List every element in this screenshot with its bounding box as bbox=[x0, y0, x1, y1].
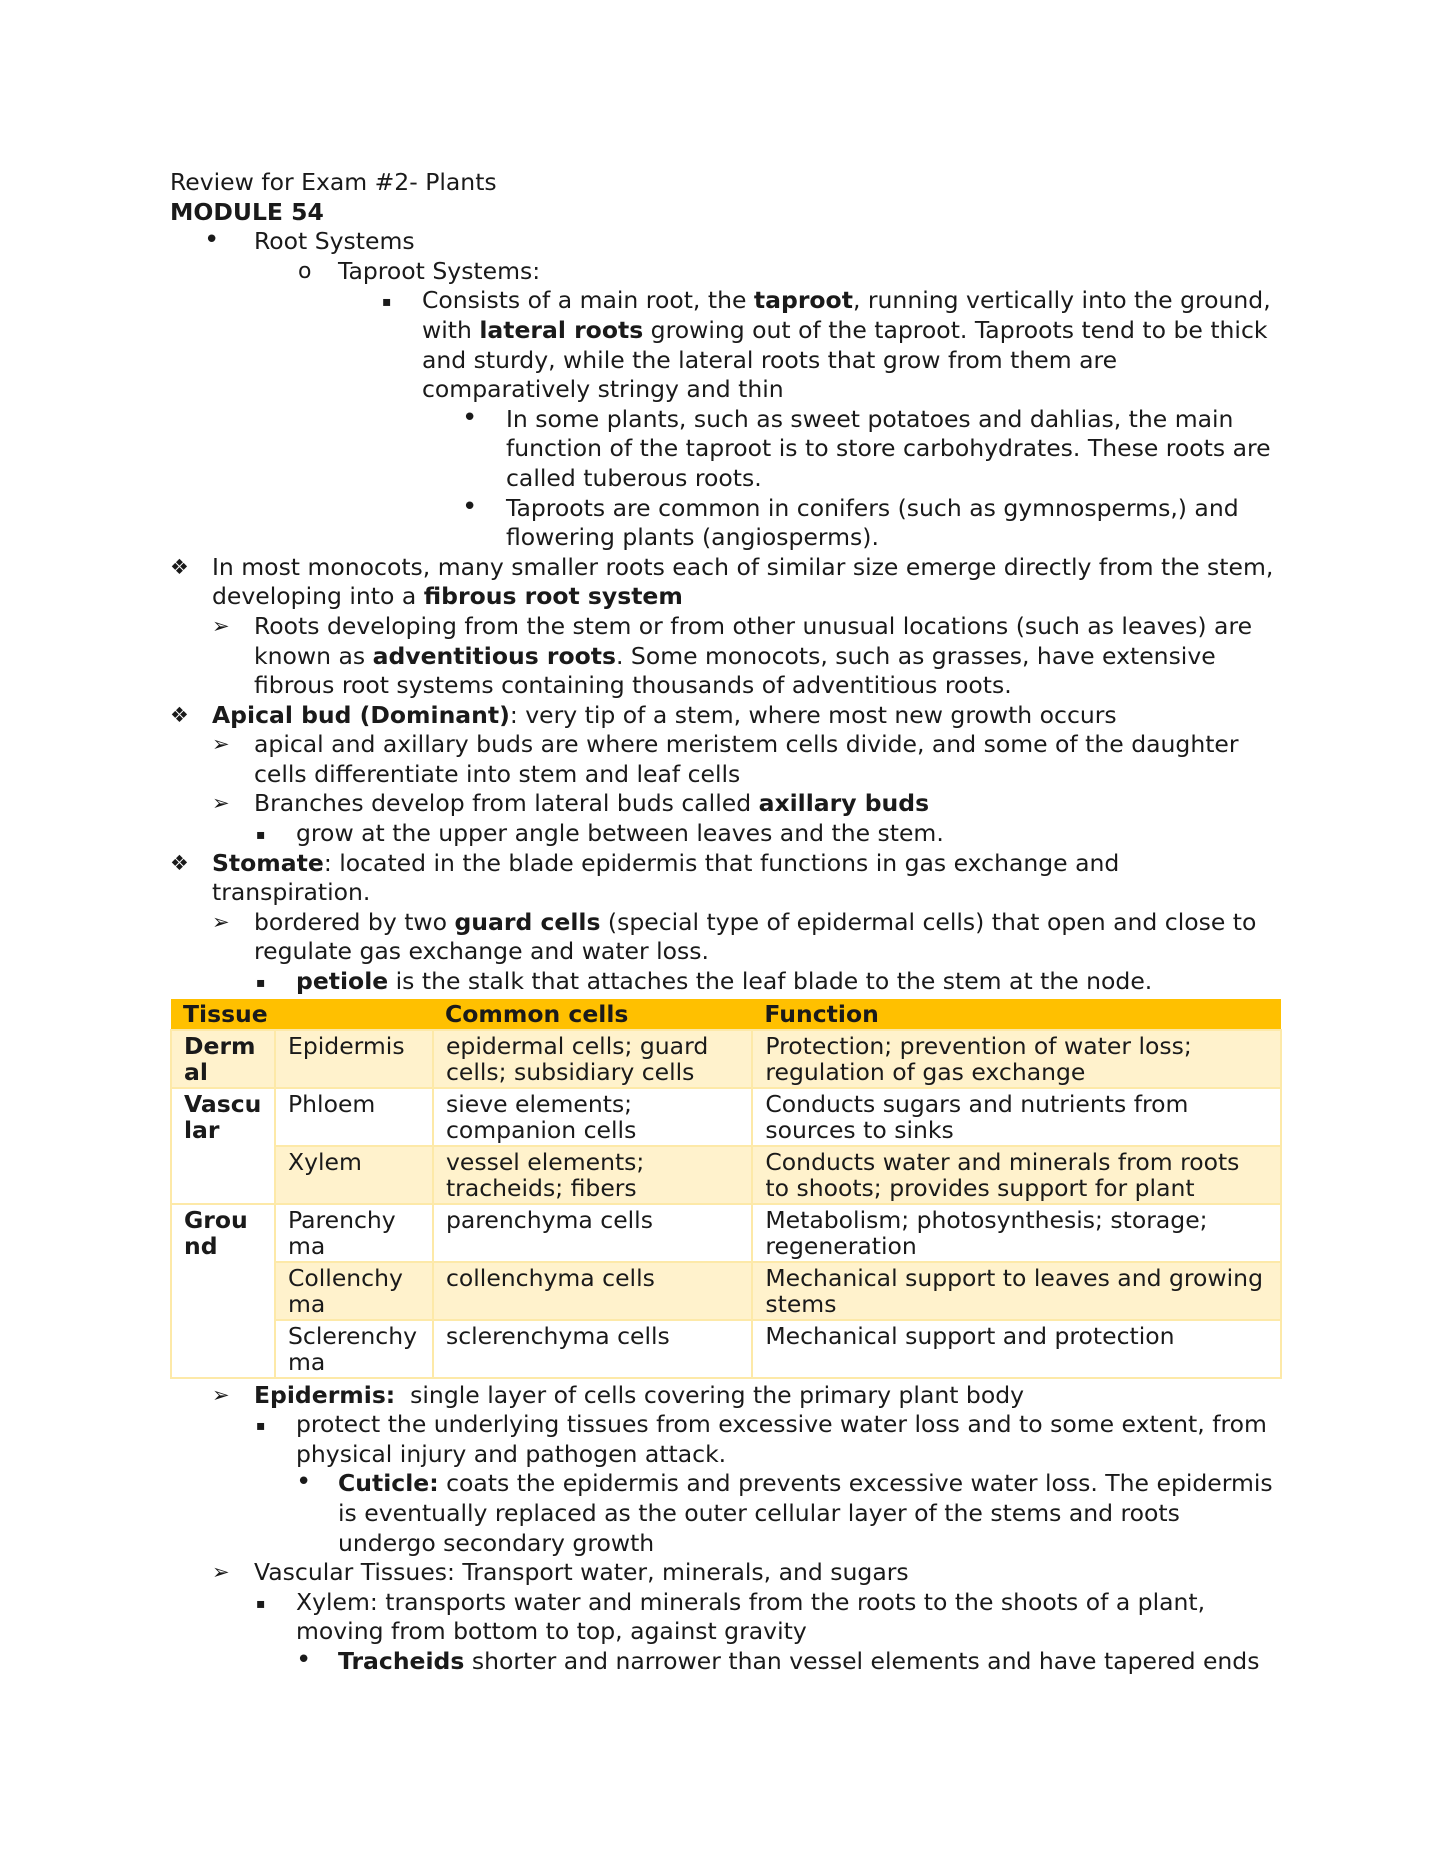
table-row bbox=[171, 1146, 1281, 1204]
root-systems-label: Root Systems bbox=[254, 227, 415, 256]
list-item bbox=[170, 908, 1282, 967]
cuticle-text: coats the epidermis and prevents excessive water loss. The epidermis is eventually replaced as the outer cellular layer of the stems and roots undergo secondary growth bbox=[338, 1469, 1273, 1557]
header-common-cells: Common cells bbox=[433, 999, 752, 1030]
tissue-type: Parenchy ma bbox=[275, 1204, 433, 1262]
guard-text-1: bordered by two bbox=[254, 907, 455, 936]
diamond-marker: ❖ bbox=[170, 554, 189, 579]
table-row bbox=[171, 1030, 1281, 1088]
list-item bbox=[170, 553, 1282, 612]
function-cell: Mechanical support to leaves and growing stems bbox=[752, 1262, 1281, 1320]
apical-bud-term: Apical bud (Dominant) bbox=[212, 700, 510, 729]
table-row bbox=[171, 1320, 1281, 1378]
common-cells-cell: epidermal cells; guard cells; subsidiary cells bbox=[433, 1030, 752, 1088]
list-item bbox=[170, 730, 1282, 789]
taproot-desc-3: growing out of the taproot. Taproots tend to be thick and sturdy, while the lateral roots that grow from them are comparatively stringy and thin bbox=[422, 315, 1268, 404]
tissue-type: Collenchy ma bbox=[275, 1262, 433, 1320]
arrow-marker: ➢ bbox=[212, 909, 230, 934]
tissue-category: Derm al bbox=[171, 1030, 275, 1088]
list-item bbox=[170, 402, 1282, 494]
bullet-marker: • bbox=[296, 1644, 312, 1675]
petiole-text: is the stalk that attaches the leaf blade to the stem at the node. bbox=[388, 967, 1153, 996]
common-cells-cell: parenchyma cells bbox=[433, 1204, 752, 1262]
cuticle-term: Cuticle: bbox=[338, 1469, 439, 1498]
list-item bbox=[170, 1644, 1282, 1677]
bullet-marker: • bbox=[462, 402, 478, 433]
tissue-category: Grou nd bbox=[171, 1204, 275, 1378]
stomate-text: : located in the blade epidermis that functions in gas exchange and transpiration. bbox=[212, 848, 1120, 907]
tissue-table bbox=[170, 999, 1282, 1379]
stomate-term: Stomate bbox=[212, 848, 324, 877]
header-tissue: Tissue bbox=[171, 999, 433, 1030]
arrow-marker: ➢ bbox=[212, 732, 230, 757]
monocots-text: In most monocots, many smaller roots each of similar size emerge directly from the stem, developing into a bbox=[212, 552, 1274, 611]
taproot-systems-label: Taproot Systems: bbox=[338, 256, 541, 285]
petiole-term: petiole bbox=[296, 967, 389, 996]
function-cell: Metabolism; photosynthesis; storage; regeneration bbox=[752, 1204, 1281, 1262]
table-row bbox=[171, 1204, 1281, 1262]
bullet-marker: • bbox=[296, 1467, 312, 1498]
document-title: Review for Exam #2- Plants bbox=[170, 168, 497, 196]
list-item bbox=[170, 257, 1290, 287]
table-row bbox=[171, 1088, 1281, 1146]
list-item bbox=[170, 612, 1282, 701]
protect-text: protect the underlying tissues from excessive water loss and to some extent, from physical injury and pathogen attack. bbox=[296, 1410, 1267, 1468]
adventitious-text-1: Roots developing from the stem or from other unusual locations (such as leaves) are known as bbox=[254, 611, 1253, 670]
meristem-text: apical and axillary buds are where meristem cells divide, and some of the daughter cells differentiate into stem and leaf cells bbox=[254, 730, 1239, 788]
square-marker: ▪ bbox=[256, 975, 266, 992]
list-item bbox=[170, 701, 1282, 731]
list-item bbox=[170, 1469, 1282, 1558]
grow-text: grow at the upper angle between leaves and the stem. bbox=[296, 819, 944, 848]
tissue-type: Xylem bbox=[275, 1146, 433, 1204]
guard-text-2: (special type of epidermal cells) that open and close to regulate gas exchange and water loss. bbox=[254, 907, 1257, 966]
list-item bbox=[170, 967, 1282, 997]
tissue-category: Vascu lar bbox=[171, 1088, 275, 1204]
tracheids-term: Tracheids bbox=[338, 1646, 465, 1675]
square-marker: ▪ bbox=[256, 827, 266, 844]
branches-text: Branches develop from lateral buds called bbox=[254, 789, 759, 818]
tracheids-text: shorter and narrower than vessel elements and have tapered ends bbox=[464, 1646, 1260, 1675]
list-item bbox=[170, 819, 1282, 849]
header-function: Function bbox=[752, 999, 1281, 1030]
common-cells-cell: sclerenchyma cells bbox=[433, 1320, 752, 1378]
tissue-type: Sclerenchy ma bbox=[275, 1320, 433, 1378]
common-cells-cell: vessel elements; tracheids; fibers bbox=[433, 1146, 752, 1204]
function-cell: Mechanical support and protection bbox=[752, 1320, 1281, 1378]
vascular-text: Vascular Tissues: Transport water, minerals, and sugars bbox=[254, 1558, 909, 1587]
arrow-marker: ➢ bbox=[212, 1560, 230, 1585]
list-item bbox=[170, 227, 1290, 257]
list-item bbox=[170, 1558, 1282, 1588]
xylem-text: Xylem: transports water and minerals from the roots to the shoots of a plant, moving from bottom to top, against gravity bbox=[296, 1587, 1206, 1646]
common-cells-cell: collenchyma cells bbox=[433, 1262, 752, 1320]
arrow-marker: ➢ bbox=[212, 613, 230, 638]
module-heading: MODULE 54 bbox=[170, 197, 324, 226]
fibrous-root-term: fibrous root system bbox=[423, 582, 683, 611]
taproot-term: taproot bbox=[753, 286, 853, 315]
arrow-marker: ➢ bbox=[212, 791, 230, 816]
epidermis-term: Epidermis: bbox=[254, 1380, 396, 1409]
taproot-desc-1: Consists of a main root, the bbox=[422, 286, 754, 315]
list-item bbox=[170, 849, 1282, 908]
list-item bbox=[170, 1410, 1282, 1469]
square-marker: ▪ bbox=[256, 1418, 266, 1435]
adventitious-text-2: . Some monocots, such as grasses, have extensive fibrous root systems containing thousands of adventitious roots. bbox=[254, 641, 1216, 700]
tissue-type: Epidermis bbox=[275, 1030, 433, 1088]
document-page bbox=[170, 168, 1290, 1677]
list-item bbox=[170, 491, 1282, 553]
diamond-marker: ❖ bbox=[170, 702, 189, 727]
function-cell: Protection; prevention of water loss; regulation of gas exchange bbox=[752, 1030, 1281, 1088]
list-item bbox=[170, 286, 1282, 404]
list-item bbox=[170, 789, 1282, 819]
square-marker: ▪ bbox=[256, 1595, 266, 1612]
arrow-marker: ➢ bbox=[212, 1382, 230, 1407]
conifers-text: Taproots are common in conifers (such as gymnosperms,) and flowering plants (angiosperms). bbox=[506, 493, 1239, 552]
guard-cells-term: guard cells bbox=[454, 907, 601, 936]
epidermis-text: single layer of cells covering the primary plant body bbox=[395, 1380, 1025, 1409]
taproot-desc-2: , running vertically into the ground, with bbox=[422, 286, 1271, 344]
function-cell: Conducts water and minerals from roots to shoots; provides support for plant bbox=[752, 1146, 1281, 1204]
list-item bbox=[170, 1588, 1282, 1647]
apical-bud-text: : very tip of a stem, where most new growth occurs bbox=[509, 700, 1117, 729]
square-marker: ▪ bbox=[382, 294, 392, 311]
tuberous-text: In some plants, such as sweet potatoes and dahlias, the main function of the taproot is to store carbohydrates. These roots are called tuberous roots. bbox=[506, 404, 1271, 492]
circle-marker: o bbox=[298, 258, 312, 284]
bullet-marker: • bbox=[462, 491, 478, 522]
diamond-marker: ❖ bbox=[170, 850, 189, 875]
table-header-row bbox=[171, 999, 1281, 1030]
adventitious-term: adventitious roots bbox=[372, 641, 616, 670]
bullet-marker: • bbox=[204, 225, 220, 256]
common-cells-cell: sieve elements; companion cells bbox=[433, 1088, 752, 1146]
table-row bbox=[171, 1262, 1281, 1320]
lateral-roots-term: lateral roots bbox=[479, 315, 644, 344]
axillary-buds-term: axillary buds bbox=[758, 789, 930, 818]
function-cell: Conducts sugars and nutrients from sources to sinks bbox=[752, 1088, 1281, 1146]
tissue-type: Phloem bbox=[275, 1088, 433, 1146]
list-item bbox=[170, 1381, 1282, 1411]
